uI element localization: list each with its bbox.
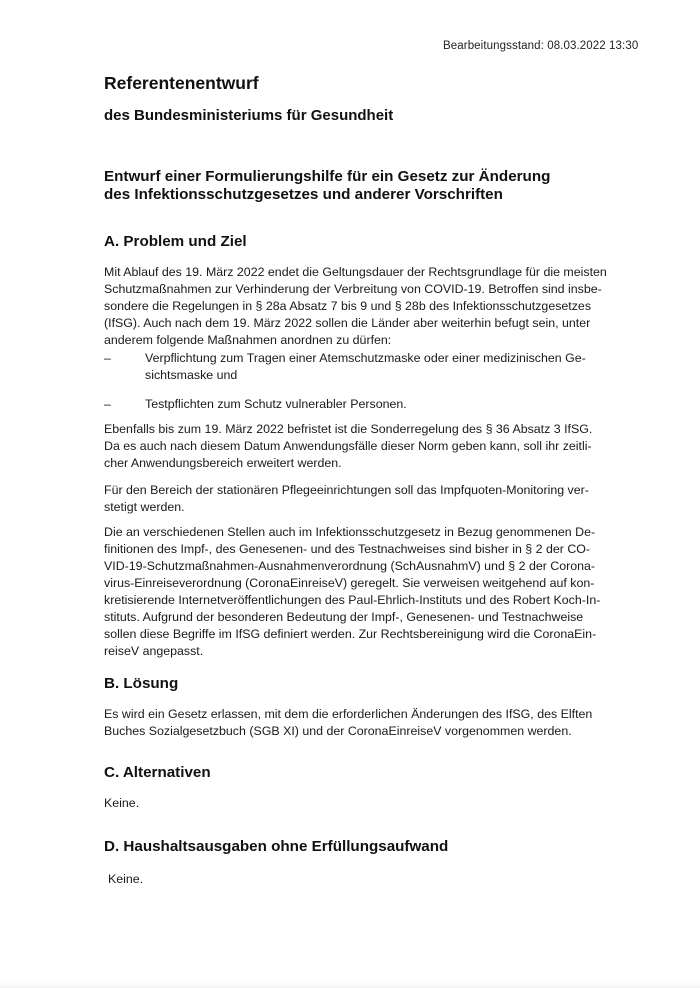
- section-b-paragraph: [104, 706, 628, 740]
- text-line: Verpflichtung zum Tragen einer Atemschutzmaske oder einer medizinischen Ge-: [145, 351, 586, 365]
- section-b-heading: B. Lösung: [104, 675, 179, 692]
- section-d-text: Keine.: [108, 872, 144, 886]
- edit-status-stamp: Bearbeitungsstand: 08.03.2022 13:30: [443, 40, 639, 52]
- list-item: [104, 350, 628, 384]
- text-line: VID-19-Schutzmaßnahmen-Ausnahmenverordnung (SchAusnahmV) und § 2 der Corona-: [104, 559, 596, 573]
- ministry-heading: des Bundesministeriums für Gesundheit: [104, 107, 394, 124]
- section-a-paragraph-4: [104, 524, 628, 660]
- text-line: Buches Sozialgesetzbuch (SGB XI) und der CoronaEinreiseV vorgenommen werden.: [104, 724, 572, 738]
- text-line: Es wird ein Gesetz erlassen, mit dem die erforderlichen Änderungen des IfSG, des Elften: [104, 707, 593, 721]
- document-title: [104, 168, 624, 204]
- list-item-text: [145, 350, 628, 384]
- text-line: Die an verschiedenen Stellen auch im Infektionsschutzgesetz in Bezug genommenen De-: [104, 525, 596, 539]
- text-line: Schutzmaßnahmen zur Verhinderung der Verbreitung von COVID-19. Betroffen sind insbe-: [104, 282, 602, 296]
- text-line: cher Anwendungsbereich erweitert werden.: [104, 456, 342, 470]
- text-line: Ebenfalls bis zum 19. März 2022 befristet ist die Sonderregelung des § 36 Absatz 3 IfSG.: [104, 422, 593, 436]
- section-a-paragraph-1: [104, 264, 628, 349]
- section-a-paragraph-2: [104, 421, 628, 472]
- text-line: (IfSG). Auch nach dem 19. März 2022 sollen die Länder aber weiterhin befugt sein, unter: [104, 316, 591, 330]
- text-line: stituts. Aufgrund der besonderen Bedeutung der Impf-, Genesenen- und Testnachweise: [104, 610, 584, 624]
- text-line: stetigt werden.: [104, 500, 185, 514]
- text-line: Testpflichten zum Schutz vulnerabler Personen.: [145, 397, 407, 411]
- text-line: sollen diese Begriffe im IfSG definiert werden. Zur Rechtsbereinigung wird die CoronaEin-: [104, 627, 597, 641]
- section-c-heading: C. Alternativen: [104, 764, 211, 781]
- text-line: anderem folgende Maßnahmen anordnen zu dürfen:: [104, 333, 392, 347]
- text-line: kretisierende Internetveröffentlichungen des Paul-Ehrlich-Instituts und des Robert Koch-In-: [104, 593, 601, 607]
- section-a-paragraph-3: [104, 482, 628, 516]
- section-d-heading: D. Haushaltsausgaben ohne Erfüllungsaufwand: [104, 838, 449, 855]
- scan-bottom-edge: [0, 982, 700, 988]
- title-line: Entwurf einer Formulierungshilfe für ein Gesetz zur Änderung: [104, 168, 551, 185]
- section-c-text: Keine.: [104, 796, 140, 810]
- text-line: Mit Ablauf des 19. März 2022 endet die Geltungsdauer der Rechtsgrundlage für die meisten: [104, 265, 607, 279]
- text-line: virus-Einreiseverordnung (CoronaEinreiseV) geregelt. Sie verweisen weitgehend auf kon-: [104, 576, 595, 590]
- section-a-heading: A. Problem und Ziel: [104, 233, 247, 250]
- text-line: reiseV angepasst.: [104, 644, 204, 658]
- bullet-dash: –: [104, 351, 111, 365]
- text-line: Für den Bereich der stationären Pflegeeinrichtungen soll das Impfquoten-Monitoring ver-: [104, 483, 589, 497]
- bullet-dash: –: [104, 397, 111, 411]
- list-item: [104, 396, 628, 413]
- text-line: Da es auch nach diesem Datum Anwendungsfälle dieser Norm geben kann, soll ihr zeitli-: [104, 439, 592, 453]
- text-line: sondere die Regelungen in § 28a Absatz 7 bis 9 und § 28b des Infektionsschutzgesetzes: [104, 299, 592, 313]
- text-line: sichtsmaske und: [145, 368, 238, 382]
- text-line: finitionen des Impf-, des Genesenen- und des Testnachweises sind bisher in § 2 der CO-: [104, 542, 591, 556]
- list-item-text: [145, 396, 628, 413]
- title-line: des Infektionsschutzgesetzes und anderer Vorschriften: [104, 186, 503, 203]
- document-kind-heading: Referentenentwurf: [104, 73, 259, 93]
